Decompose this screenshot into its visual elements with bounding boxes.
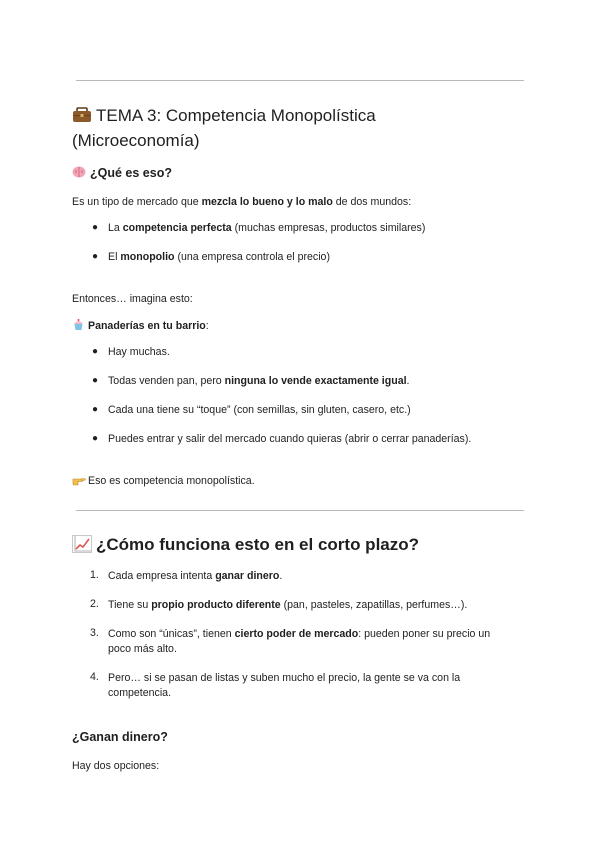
numbered-item: Como son “únicas”, tienen cierto poder de mercado: pueden poner su precio un <box>108 628 491 640</box>
bullet-dot: ● <box>92 433 99 444</box>
bullet-dot: ● <box>92 346 99 357</box>
intro-paragraph: Es un tipo de mercado que mezcla lo bueno y lo malo de dos mundos: <box>72 196 412 208</box>
horizontal-rule <box>76 80 524 81</box>
hay-dos-text: Hay dos opciones: <box>72 760 160 772</box>
brain-icon <box>72 165 86 179</box>
page-title-line2: (Microeconomía) <box>72 131 200 150</box>
panaderias-label: Panaderías en tu barrio: <box>72 318 209 333</box>
list-number: 1. <box>90 569 99 581</box>
bullet-dot: ● <box>92 222 99 233</box>
section-heading-ganan: ¿Ganan dinero? <box>72 730 168 744</box>
numbered-item: Tiene su propio producto diferente (pan, pasteles, zapatillas, perfumes…). <box>108 599 468 611</box>
list-number: 2. <box>90 598 99 610</box>
pointing-hand-icon <box>72 474 86 486</box>
numbered-item-continuation: competencia. <box>108 687 172 699</box>
numbered-item-continuation: poco más alto. <box>108 643 177 655</box>
list-item: La competencia perfecta (muchas empresas, productos similares) <box>108 222 426 234</box>
chart-up-icon <box>72 535 92 553</box>
section-heading-que-es: ¿Qué es eso? <box>72 165 172 180</box>
list-item: El monopolio (una empresa controla el precio) <box>108 251 330 263</box>
section-heading-corto-plazo: ¿Cómo funciona esto en el corto plazo? <box>72 532 419 557</box>
horizontal-rule <box>76 510 524 511</box>
conclusion-text: Eso es competencia monopolística. <box>72 474 255 488</box>
numbered-item: Cada empresa intenta ganar dinero. <box>108 570 283 582</box>
cupcake-icon <box>72 318 85 331</box>
briefcase-icon <box>72 105 92 121</box>
list-item: Puedes entrar y salir del mercado cuando quieras (abrir o cerrar panaderías). <box>108 433 472 445</box>
numbered-item: Pero… si se pasan de listas y suben mucho el precio, la gente se va con la <box>108 672 461 684</box>
list-item: Cada una tiene su “toque” (con semillas, sin gluten, casero, etc.) <box>108 404 411 416</box>
page-title: TEMA 3: Competencia Monopolística <box>72 103 376 128</box>
list-item: Hay muchas. <box>108 346 170 358</box>
list-number: 4. <box>90 671 99 683</box>
list-item: Todas venden pan, pero ninguna lo vende exactamente igual. <box>108 375 410 387</box>
bullet-dot: ● <box>92 251 99 262</box>
list-number: 3. <box>90 627 99 639</box>
entonces-text: Entonces… imagina esto: <box>72 293 193 305</box>
bullet-dot: ● <box>92 404 99 415</box>
bullet-dot: ● <box>92 375 99 386</box>
